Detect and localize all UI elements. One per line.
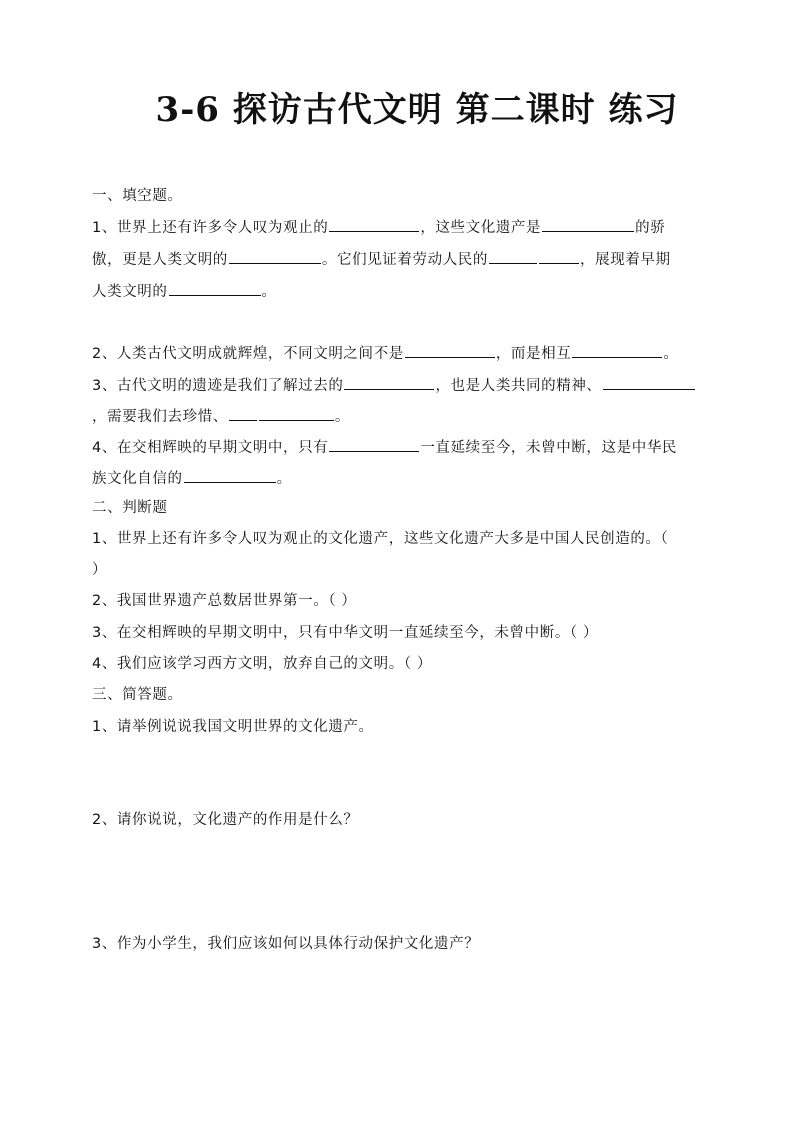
sa-q2: 2、请你说说，文化遗产的作用是什么？ xyxy=(92,812,359,828)
sa-q3: 3、作为小学生，我们应该如何以具体行动保护文化遗产？ xyxy=(92,936,480,952)
q1-blank-2[interactable] xyxy=(542,216,634,232)
section-heading-short-answer: 三、简答题。 xyxy=(92,687,183,703)
q4-blank-1[interactable] xyxy=(329,436,419,452)
q2-text-a: 2、人类古代文明成就辉煌，不同文明之间不是 xyxy=(92,346,404,362)
q2-line xyxy=(92,342,704,364)
q3-text-c: ，需要我们去珍惜、 xyxy=(92,409,228,425)
q1-text-c: 的骄 xyxy=(635,220,666,236)
q1-text-d: 傲，更是人类文明的 xyxy=(92,252,228,268)
section-heading-true-false: 二、判断题 xyxy=(92,500,168,516)
sa-q1: 1、请举例说说我国文明世界的文化遗产。 xyxy=(92,719,374,735)
q1-text-h: 。 xyxy=(261,284,277,300)
tf-q1-line1: 1、世界上还有许多令人叹为观止的文化遗产，这些文化遗产大多是中国人民创造的。（ xyxy=(92,531,669,547)
tf-q4: 4、我们应该学习西方文明，放弃自己的文明。（ ） xyxy=(92,656,432,672)
tf-q3: 3、在交相辉映的早期文明中，只有中华文明一直延续至今，未曾中断。（ ） xyxy=(92,625,599,641)
q3-line1 xyxy=(92,374,704,396)
q3-blank-3b[interactable] xyxy=(259,405,334,421)
q4-text-a: 4、在交相辉映的早期文明中，只有 xyxy=(92,440,329,456)
q4-blank-2[interactable] xyxy=(184,467,276,483)
q2-text-c: 。 xyxy=(663,346,679,362)
q3-blank-2[interactable] xyxy=(603,374,695,390)
q3-blank-1[interactable] xyxy=(344,374,434,390)
tf-q2: 2、我国世界遗产总数居世界第一。（ ） xyxy=(92,593,357,609)
q1-blank-4a[interactable] xyxy=(489,248,537,264)
q2-blank-2[interactable] xyxy=(572,342,662,358)
q4-text-d: 。 xyxy=(276,471,292,487)
q4-line1 xyxy=(92,436,704,458)
q3-text-d: 。 xyxy=(334,409,351,425)
q1-blank-4b[interactable] xyxy=(539,248,579,264)
q1-blank-3[interactable] xyxy=(229,248,321,264)
q1-blank-1[interactable] xyxy=(329,216,419,232)
q1-line3 xyxy=(92,280,704,302)
section-heading-fill-blank: 一、填空题。 xyxy=(92,188,183,204)
q4-text-c: 族文化自信的 xyxy=(92,471,183,487)
q1-text-b: ，这些文化遗产是 xyxy=(420,220,542,236)
tf-q1-line2: ） xyxy=(92,562,108,578)
q2-text-b: ，而是相互 xyxy=(495,346,572,362)
q2-blank-1[interactable] xyxy=(405,342,495,358)
q1-text-a: 1、世界上还有许多令人叹为观止的 xyxy=(92,220,329,236)
q3-line2 xyxy=(92,405,704,427)
q4-line2 xyxy=(92,467,704,489)
q3-text-a: 3、古代文明的遗迹是我们了解过去的 xyxy=(92,378,344,394)
q1-line2 xyxy=(92,248,704,270)
q1-text-g: 人类文明的 xyxy=(92,284,168,300)
q1-text-f: ，展现着早期 xyxy=(580,252,671,268)
q1-line1 xyxy=(92,216,704,238)
q3-text-b: ，也是人类共同的精神、 xyxy=(435,378,602,394)
q4-text-b: 一直延续至今，未曾中断，这是中华民 xyxy=(420,440,678,456)
q3-blank-3a[interactable] xyxy=(229,405,257,421)
page-title: 3-6 探访古代文明 第二课时 练习 xyxy=(155,90,679,130)
q1-text-e: 。它们见证着劳动人民的 xyxy=(321,252,489,268)
q1-blank-5[interactable] xyxy=(169,280,261,296)
